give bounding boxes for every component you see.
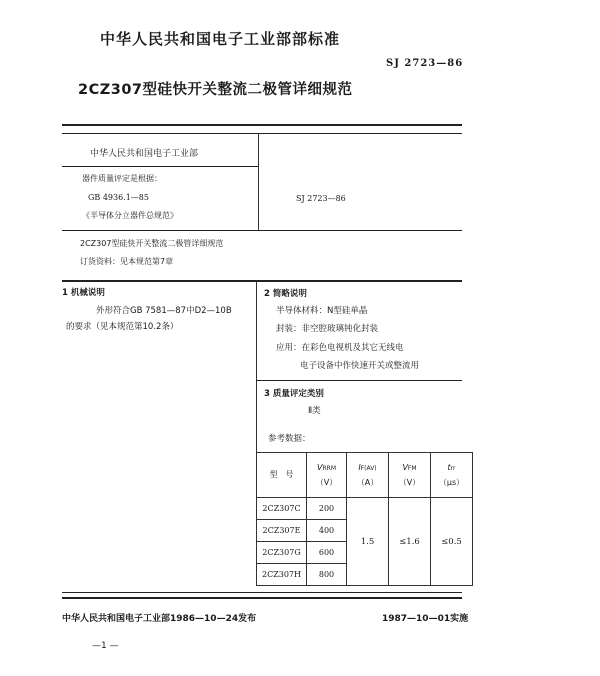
trr-cell: ≤0.5 [431,498,473,586]
basis-standard-name: 《半导体分立器件总规范》 [82,211,178,220]
box-bottom-rule [62,230,462,231]
vfm-cell: ≤1.6 [389,498,431,586]
spec-bottom-rule [62,280,462,282]
document-title: 2CZ307型硅快开关整流二极管详细规范 [78,82,353,98]
spec-name: 2CZ307型硅快开关整流二极管详细规范 [80,239,224,248]
issuer-divider [62,166,258,167]
box-standard-code: SJ 2723—86 [296,194,346,203]
model-cell: 2CZ307G [257,542,307,564]
col-vfm-header: VFM （V） [389,453,431,498]
quality-category: Ⅱ类 [308,406,321,416]
ifav-cell: 1.5 [347,498,389,586]
section2-application-2: 电子设备中作快速开关或整流用 [300,361,420,371]
section2-package: 封装：非空腔玻璃钝化封装 [276,324,379,334]
section2-application-1: 应用：在彩色电视机及其它无线电 [276,343,404,353]
reference-data-table [256,452,473,586]
section2-material: 半导体材料：N型硅单晶 [276,306,368,316]
col-vrrm-header: VRRM （V） [307,453,347,498]
model-cell: 2CZ307H [257,564,307,586]
bottom-rule-2 [62,597,462,599]
vrrm-cell: 200 [307,498,347,520]
vrrm-cell: 800 [307,564,347,586]
effective-date: 1987—10—01实施 [382,614,469,624]
page-number: —1 — [92,641,119,651]
vrrm-cell: 600 [307,542,347,564]
top-rule-2 [62,133,462,134]
box-vertical-divider [258,134,259,230]
basis-standard: GB 4936.1—85 [88,193,149,202]
section1-line1: 外形符合GB 7581—87中D2—10B [96,306,232,316]
vrrm-cell: 400 [307,520,347,542]
model-cell: 2CZ307C [257,498,307,520]
section3-heading: 3 质量评定类别 [264,389,324,399]
col-ifav-header: IF(AV) （A） [347,453,389,498]
table-header-row [257,453,473,498]
org-title: 中华人民共和国电子工业部部标准 [100,30,341,48]
basis-label: 器件质量评定是根据： [82,174,162,183]
issuer-name: 中华人民共和国电子工业部 [90,149,199,159]
standard-code: SJ 2723—86 [386,58,464,69]
ordering-info: 订货资料：见本规范第7章 [80,257,174,266]
table-row [257,498,473,520]
issue-date: 中华人民共和国电子工业部1986—10—24发布 [62,614,257,624]
top-rule-1 [62,124,462,126]
col-model-header: 型 号 [257,453,307,498]
model-cell: 2CZ307E [257,520,307,542]
section1-line2: 的要求（见本规范第10.2条） [66,322,179,332]
section1-heading: 1 机械说明 [62,288,105,298]
col-trr-header: trr （μs） [431,453,473,498]
section2-heading: 2 简略说明 [264,289,307,299]
bottom-rule-1 [62,592,462,593]
reference-data-label: 参考数据： [268,434,311,444]
section2-bottom-rule [256,380,462,381]
